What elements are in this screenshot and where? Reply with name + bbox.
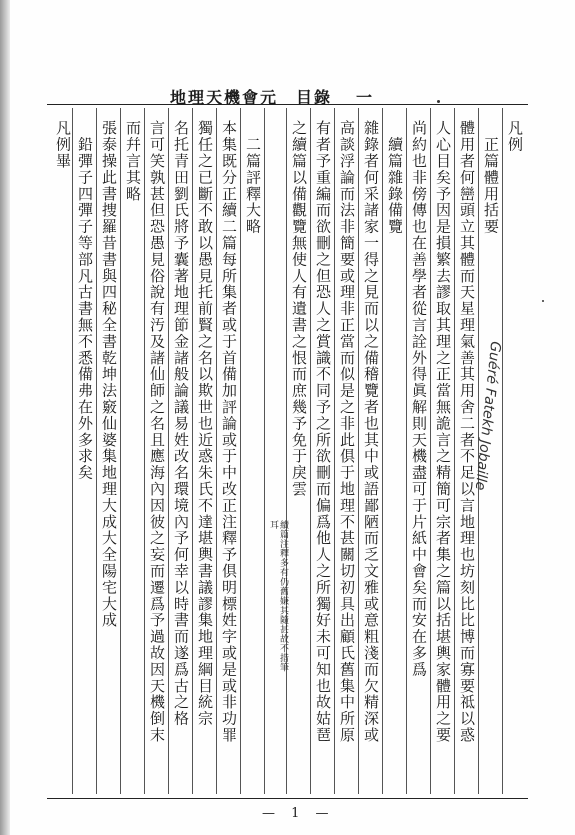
column-rule <box>382 108 383 794</box>
text-column: 凡例畢 <box>54 120 72 170</box>
volume-number: 一 <box>356 88 375 107</box>
text-column: 凡例 <box>506 120 524 153</box>
column-rule <box>310 108 311 794</box>
text-column: 續篇雜錄備覽 <box>386 120 404 235</box>
text-column: 張泰操此書捜羅昔書與四秘全書乾坤法竅仙婆集地理大成大全陽宅大成 <box>100 120 118 629</box>
text-column: 有者予重編而欲刪之但恐人之賞識不同予之所欲刪而偏爲他人之所獨好未可知也故姑琶 <box>314 120 332 744</box>
column-rule <box>406 108 407 794</box>
text-column: 正篇體用括要 <box>482 120 500 235</box>
text-column: 言可笑孰甚但恐愚見俗說有汚及諸仙師之名且應海內因彼之妄而遷爲予過故因天機倒末 <box>148 120 166 744</box>
column-rule <box>120 108 121 794</box>
text-column: 而幷言其略 <box>124 120 142 202</box>
text-column: 鉛彈子四彈子等部凡古書無不悉備弗在外多求矣 <box>76 120 94 481</box>
ink-speck <box>542 300 544 302</box>
column-rule <box>430 108 431 794</box>
column-rule <box>168 108 169 794</box>
column-rule <box>334 108 335 794</box>
text-column: 之續篇以備觀覽無使人有遺書之恨而庶幾予免于戾雲 <box>290 120 308 498</box>
column-rule <box>192 108 193 794</box>
text-column: 本集既分正續二篇每所集者或于首備加評論或于中改正注釋予俱明標姓字或是或非功罪 <box>220 120 238 744</box>
text-column: 高談浮論而法非簡要或理非正當而似是之非此俱于地理不甚關切初具出顧氏舊集中所原 <box>338 120 356 744</box>
column-rule <box>72 108 73 794</box>
column-rule <box>286 108 287 794</box>
column-rule <box>264 108 265 794</box>
handwritten-annotation: Guéré Fatekh Jobaille <box>471 340 504 492</box>
column-rule <box>454 108 455 794</box>
text-column: 雜錄者何采諸家一得之見而以之備稽覽者也其中或語鄙陋而乏文雅或意粗淺而欠精深或 <box>362 120 380 744</box>
column-rule <box>96 108 97 794</box>
text-column: 名托青田劉氏將予囊著地理節金諸般論議易姓改名環境內予何幸以時書而遂爲古之格 <box>172 120 190 727</box>
page-number: — 1 — <box>262 806 335 821</box>
column-rule <box>502 108 503 794</box>
annotation-column: 續篇注釋多有仍舊嫌其隨甚故不措筆耳 <box>268 520 288 672</box>
ink-speck <box>437 100 440 103</box>
column-rule <box>216 108 217 794</box>
column-rule <box>358 108 359 794</box>
text-column: 體用者何巒頭立其體而天星理氣善其用舍二者不足以言地理也坊刻比比博而寡要祗以惑 <box>458 120 476 744</box>
text-column: 獨任之已斷不敢以愚見托前賢之名以欺世也近惑朱氏不達堪輿書議謬集地理綱目統宗 <box>196 120 214 727</box>
column-rule <box>144 108 145 794</box>
text-column: 二篇評釋大略 <box>244 120 262 235</box>
page-title-text: 地理天機會元 目錄 <box>170 88 333 107</box>
column-rule <box>240 108 241 794</box>
page-edge-shadow <box>0 0 10 835</box>
text-column: 人心目矣予因是損繁去謬取其理之正當無詭言之精簡可宗者集之篇以括堪輿家體用之要 <box>434 120 452 744</box>
text-column: 尚約也非傍傳也在善學者從言詮外得眞解則天機盡可于片紙中會矣而安在多爲 <box>410 120 428 678</box>
